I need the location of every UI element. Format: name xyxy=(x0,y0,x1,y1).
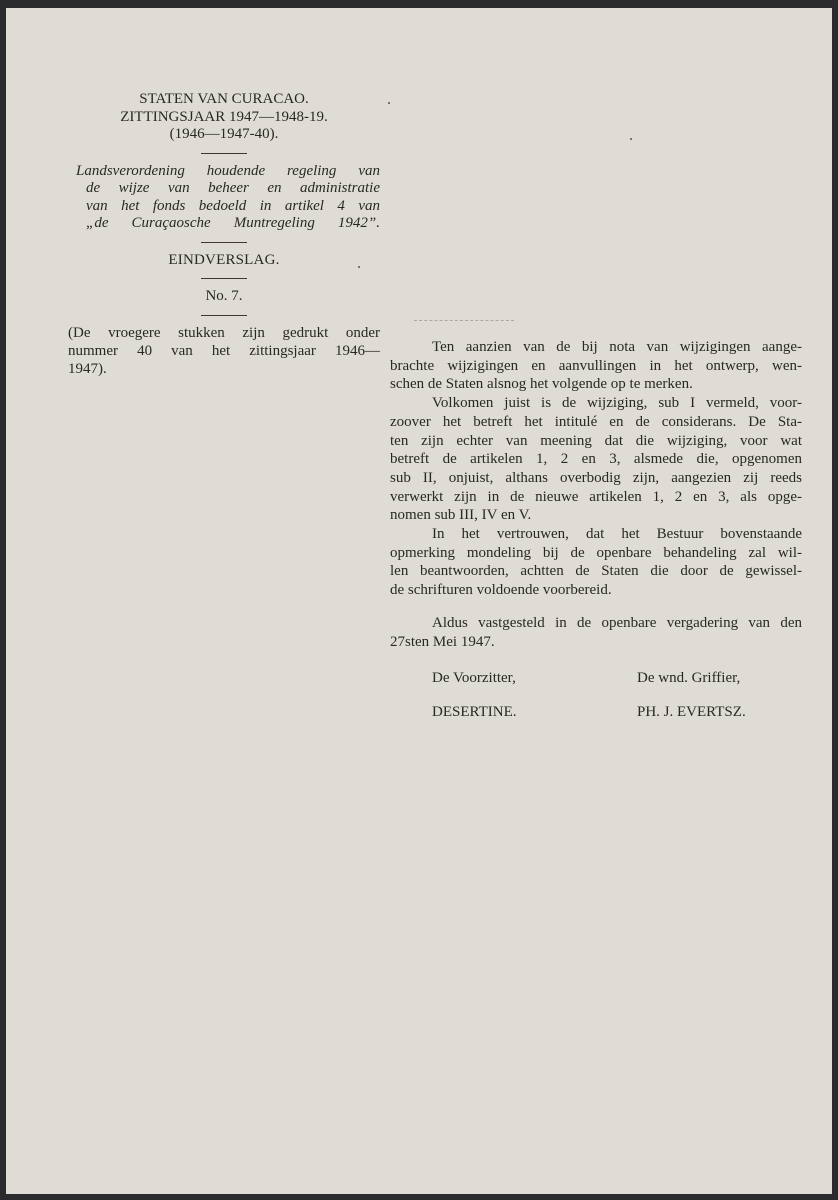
adoption-line: 27sten Mei 1947. xyxy=(390,633,495,650)
paper-speck xyxy=(388,102,390,104)
body-line: len beantwoorden, achtten de Staten die door de gewissel- xyxy=(390,563,802,580)
divider xyxy=(201,278,247,279)
subject-line: Landsverordening houdende regeling van xyxy=(76,162,380,179)
body-line: ten zijn echter van meening dat die wijziging, voor wat xyxy=(390,432,802,449)
signature-names xyxy=(390,703,802,723)
report-title: EINDVERSLAG. xyxy=(168,251,280,268)
clerk-title: De wnd. Griffier, xyxy=(637,670,741,687)
session-year: ZITTINGSJAAR 1947—1948-19. xyxy=(120,108,328,125)
divider xyxy=(201,315,247,316)
subject-line: de wijze van beheer en administratie xyxy=(86,180,380,196)
chair-title: De Voorzitter, xyxy=(432,670,516,687)
body-line: nomen sub III, IV en V. xyxy=(390,507,532,524)
document-reference: (1946—1947-40). xyxy=(169,126,279,142)
body-line: zoover het betreft het intitulé en de considerans. De Sta- xyxy=(390,413,802,430)
note-line: 1947). xyxy=(68,360,107,377)
body-line: betreft de artikelen 1, 2 en 3, alsmede die, opgenomen xyxy=(390,451,802,468)
adoption-line: Aldus vastgesteld in de openbare vergadering van den xyxy=(432,614,802,631)
body-paragraph xyxy=(390,338,802,394)
publication-note xyxy=(68,324,380,378)
body-line: Volkomen juist is de wijziging, sub I vermeld, voor- xyxy=(432,395,802,412)
note-line: (De vroegere stukken zijn gedrukt onder xyxy=(68,324,380,341)
paper-speck xyxy=(358,266,360,268)
divider xyxy=(201,242,247,243)
clerk-name: PH. J. EVERTSZ. xyxy=(637,704,746,721)
body-line: brachte wijzigingen en aanvullingen in het ontwerp, wen- xyxy=(390,357,802,374)
left-column xyxy=(68,91,380,378)
body-line: schen de Staten alsnog het volgende op te merken. xyxy=(390,376,693,393)
paper-speck xyxy=(630,138,632,140)
chair-name: DESERTINE. xyxy=(432,704,517,721)
signature-titles xyxy=(390,669,802,689)
body-line: Ten aanzien van de bij nota van wijzigingen aange- xyxy=(432,339,802,355)
adoption-statement xyxy=(390,614,802,651)
body-line: opmerking mondeling bij de openbare behandeling zal wil- xyxy=(390,544,802,561)
body-line: In het vertrouwen, dat het Bestuur bovenstaande xyxy=(432,526,802,543)
body-paragraph xyxy=(390,394,802,525)
body-line: sub II, onjuist, althans overbodig zijn, aangezien zij reeds xyxy=(390,469,802,486)
report-body xyxy=(390,338,802,723)
decorative-dash xyxy=(414,320,514,321)
report-number: No. 7. xyxy=(205,288,243,304)
assembly-name: STATEN VAN CURACAO. xyxy=(139,91,309,107)
note-line: nummer 40 van het zittingsjaar 1946— xyxy=(68,342,380,359)
subject-line: van het fonds bedoeld in artikel 4 van xyxy=(86,197,380,214)
body-line: verwerkt zijn in de nieuwe artikelen 1, 2 en 3, als opge- xyxy=(390,488,802,505)
document-page xyxy=(6,8,832,1194)
divider xyxy=(201,153,247,154)
subject-title xyxy=(76,163,380,233)
body-line: de schrifturen voldoende voorbereid. xyxy=(390,582,612,599)
subject-line: „de Curaçaosche Muntregeling 1942”. xyxy=(86,215,380,231)
body-paragraph xyxy=(390,525,802,600)
